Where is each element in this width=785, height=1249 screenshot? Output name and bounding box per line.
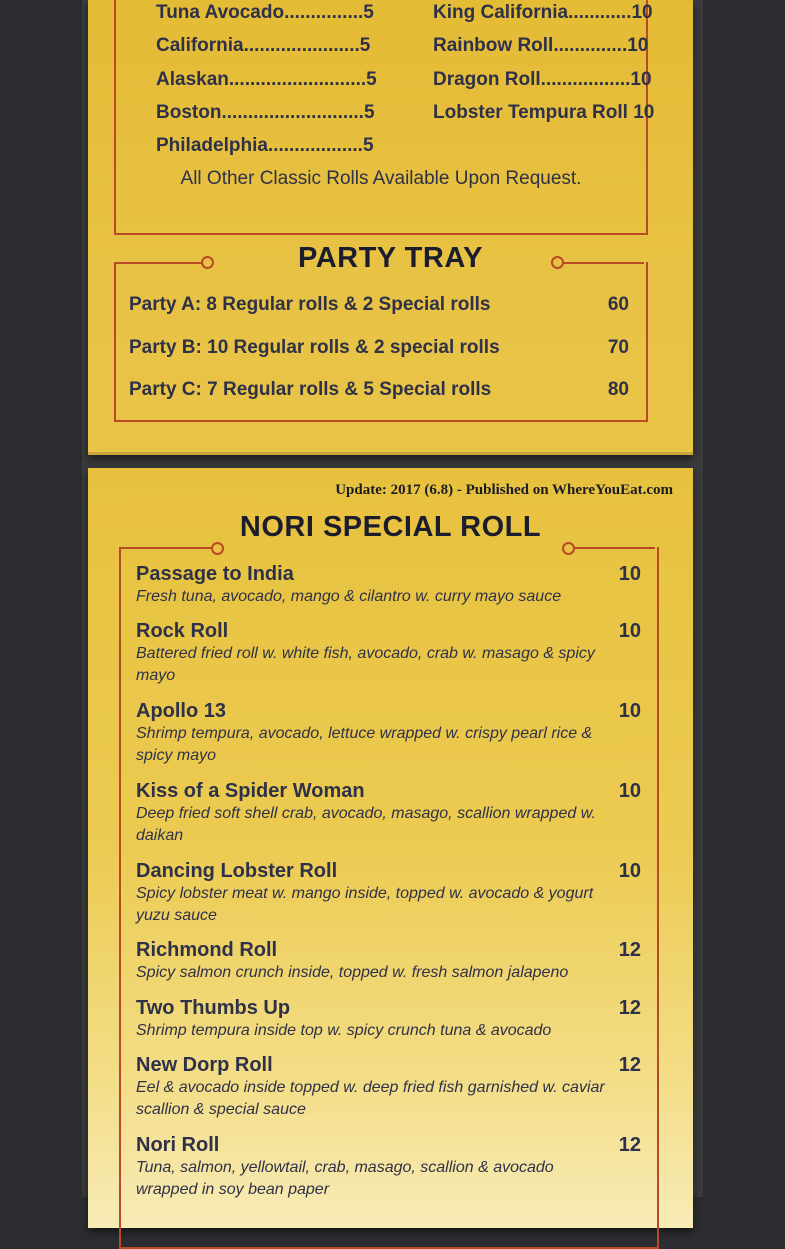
menu-item [136, 859, 641, 927]
menu-page-top [88, 0, 693, 455]
item-description: Fresh tuna, avocado, mango & cilantro w. curry mayo sauce [136, 588, 562, 605]
classic-rolls-note: All Other Classic Rolls Available Upon Request. [180, 168, 582, 189]
item-name: Apollo 13 [136, 700, 227, 722]
menu-item-row: Philadelphia..................5 [156, 135, 374, 157]
menu-item [136, 1053, 641, 1121]
menu-item [136, 938, 641, 984]
menu-item-row: California......................5 [156, 35, 371, 57]
item-description: Deep fried soft shell crab, avocado, masago, scallion wrapped w. daikan [136, 805, 596, 844]
item-description: Tuna, salmon, yellowtail, crab, masago, scallion & avocado wrapped in soy bean paper [136, 1159, 554, 1198]
item-description: Spicy salmon crunch inside, topped w. fresh salmon jalapeno [136, 964, 569, 981]
menu-item-row: Tuna Avocado...............5 [156, 2, 374, 23]
menu-page-bottom [88, 468, 693, 1228]
item-price: 10 [618, 620, 641, 642]
item-price: 12 [618, 939, 641, 961]
item-name: Rock Roll [136, 620, 229, 642]
item-price: 12 [618, 1054, 641, 1076]
menu-item [136, 699, 641, 767]
item-name: Kiss of a Spider Woman [136, 780, 365, 802]
menu-item-row: Dragon Roll.................10 [433, 68, 652, 90]
item-description: Battered fried roll w. white fish, avocado, crab w. masago & spicy mayo [136, 645, 595, 684]
menu-item [136, 619, 641, 687]
item-price: 10 [618, 780, 641, 802]
item-description: Spicy lobster meat w. mango inside, topped w. avocado & yogurt yuzu sauce [136, 885, 594, 924]
classic-rolls-frame [114, 0, 655, 235]
menu-item-row: Rainbow Roll..............10 [433, 35, 649, 57]
item-name: Dancing Lobster Roll [136, 860, 338, 882]
menu-item-row: King California............10 [433, 2, 653, 23]
item-price: 10 [618, 563, 641, 585]
menu-item-row: Boston...........................5 [156, 101, 375, 123]
classic-rolls-right-column [433, 0, 658, 129]
item-price: 10 [618, 860, 641, 882]
item-name: New Dorp Roll [136, 1054, 273, 1076]
item-price: 10 [618, 700, 641, 722]
menu-item-row: Alaskan..........................5 [156, 68, 377, 90]
classic-rolls-left-column [156, 0, 379, 162]
item-description: Shrimp tempura inside top w. spicy crunch tuna & avocado [136, 1022, 552, 1039]
menu-item [136, 779, 641, 847]
menu-item [136, 562, 641, 608]
nori-special-title: NORI SPECIAL ROLL [239, 511, 542, 543]
item-price: 12 [618, 997, 641, 1019]
item-description: Eel & avocado inside topped w. deep fried fish garnished w. caviar scallion & special sauce [136, 1079, 605, 1118]
menu-item [136, 996, 641, 1042]
party-tray-title: PARTY TRAY [298, 242, 483, 274]
menu-item [136, 1133, 641, 1201]
menu-item-row: Lobster Tempura Roll 10 [433, 101, 655, 123]
item-name: Nori Roll [136, 1134, 220, 1156]
item-price: 12 [618, 1134, 641, 1156]
item-name: Two Thumbs Up [136, 997, 291, 1019]
party-tray-item: Party C: 7 Regular rolls & 5 Special rolls 80 [129, 379, 629, 400]
party-tray-item: Party B: 10 Regular rolls & 2 special rolls 70 [129, 337, 629, 358]
update-note: Update: 2017 (6.8) - Published on WhereYouEat.com [335, 482, 673, 498]
party-tray-item: Party A: 8 Regular rolls & 2 Special rolls 60 [129, 294, 629, 315]
item-name: Passage to India [136, 563, 294, 585]
item-description: Shrimp tempura, avocado, lettuce wrapped w. crispy pearl rice & spicy mayo [136, 725, 593, 764]
item-name: Richmond Roll [136, 939, 278, 961]
